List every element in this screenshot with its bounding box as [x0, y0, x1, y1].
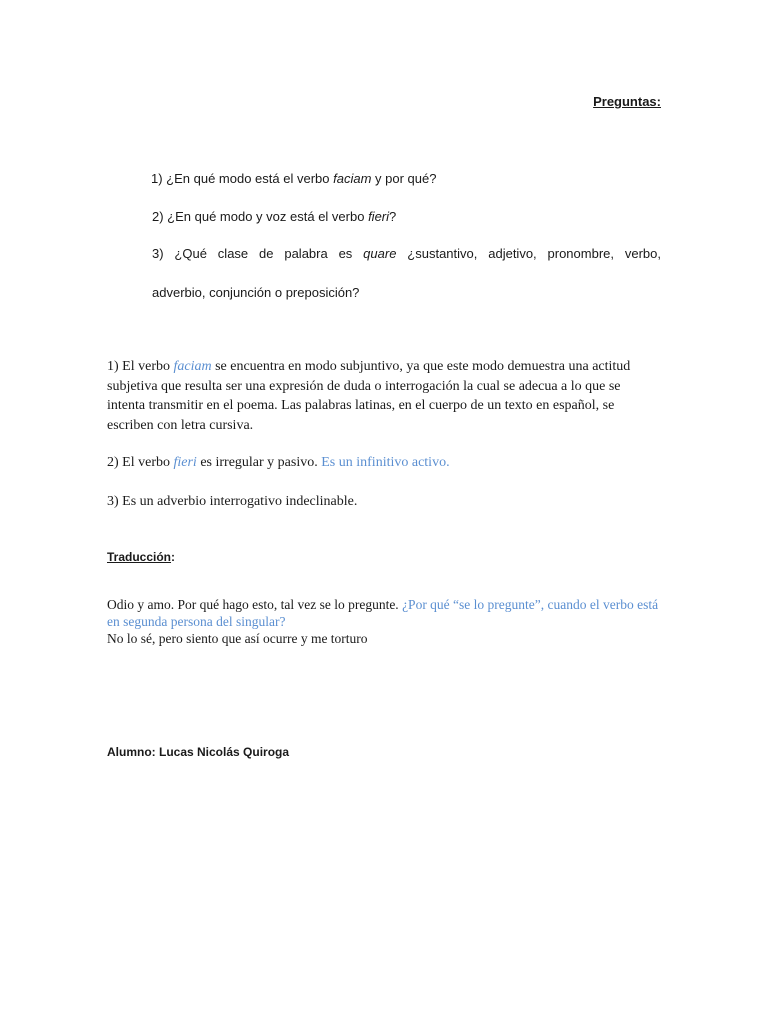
latin-term: faciam — [333, 171, 372, 186]
latin-term: faciam — [173, 359, 212, 374]
question-1: 1) ¿En qué modo está el verbo faciam y por qué? — [151, 171, 437, 186]
question-3-line-1: 3) ¿Qué clase de palabra es quare ¿sustantivo, adjetivo, pronombre, verbo, — [152, 246, 661, 261]
latin-term: fieri — [173, 455, 197, 470]
correction-note: Es un infinitivo activo. — [321, 455, 450, 470]
latin-term: quare — [363, 246, 397, 261]
answer-1: 1) El verbo faciam se encuentra en modo subjuntivo, ya que este modo demuestra una actitud subjetiva que resulta ser una expresión de duda o interrogación la cual se adecua a lo que se intenta transmitir en el poema. Las palabras latinas, en el cuerpo de un texto en español, se escriben con letra cursiva. — [107, 359, 631, 433]
answer-3: 3) Es un adverbio interrogativo indeclinable. — [107, 494, 358, 509]
translation-text: Odio y amo. Por qué hago esto, tal vez se lo pregunte. ¿Por qué “se lo pregunte”, cuando el verbo está en segunda persona del singular? No lo sé, pero siento que así ocurre y me torturo — [107, 597, 659, 646]
translation-heading: Traducción: — [107, 550, 176, 564]
answer-2: 2) El verbo fieri es irregular y pasivo. Es un infinitivo activo. — [107, 455, 450, 470]
latin-term: fieri — [368, 209, 390, 224]
question-3-line-2: adverbio, conjunción o preposición? — [152, 285, 360, 300]
correction-note: ¿Por qué “se lo pregunte”, cuando el verbo está en segunda persona del singular? — [107, 597, 659, 629]
student-name: Alumno: Lucas Nicolás Quiroga — [107, 745, 290, 759]
question-2: 2) ¿En qué modo y voz está el verbo fieri? — [152, 209, 397, 224]
page-title: Preguntas: — [593, 94, 661, 109]
